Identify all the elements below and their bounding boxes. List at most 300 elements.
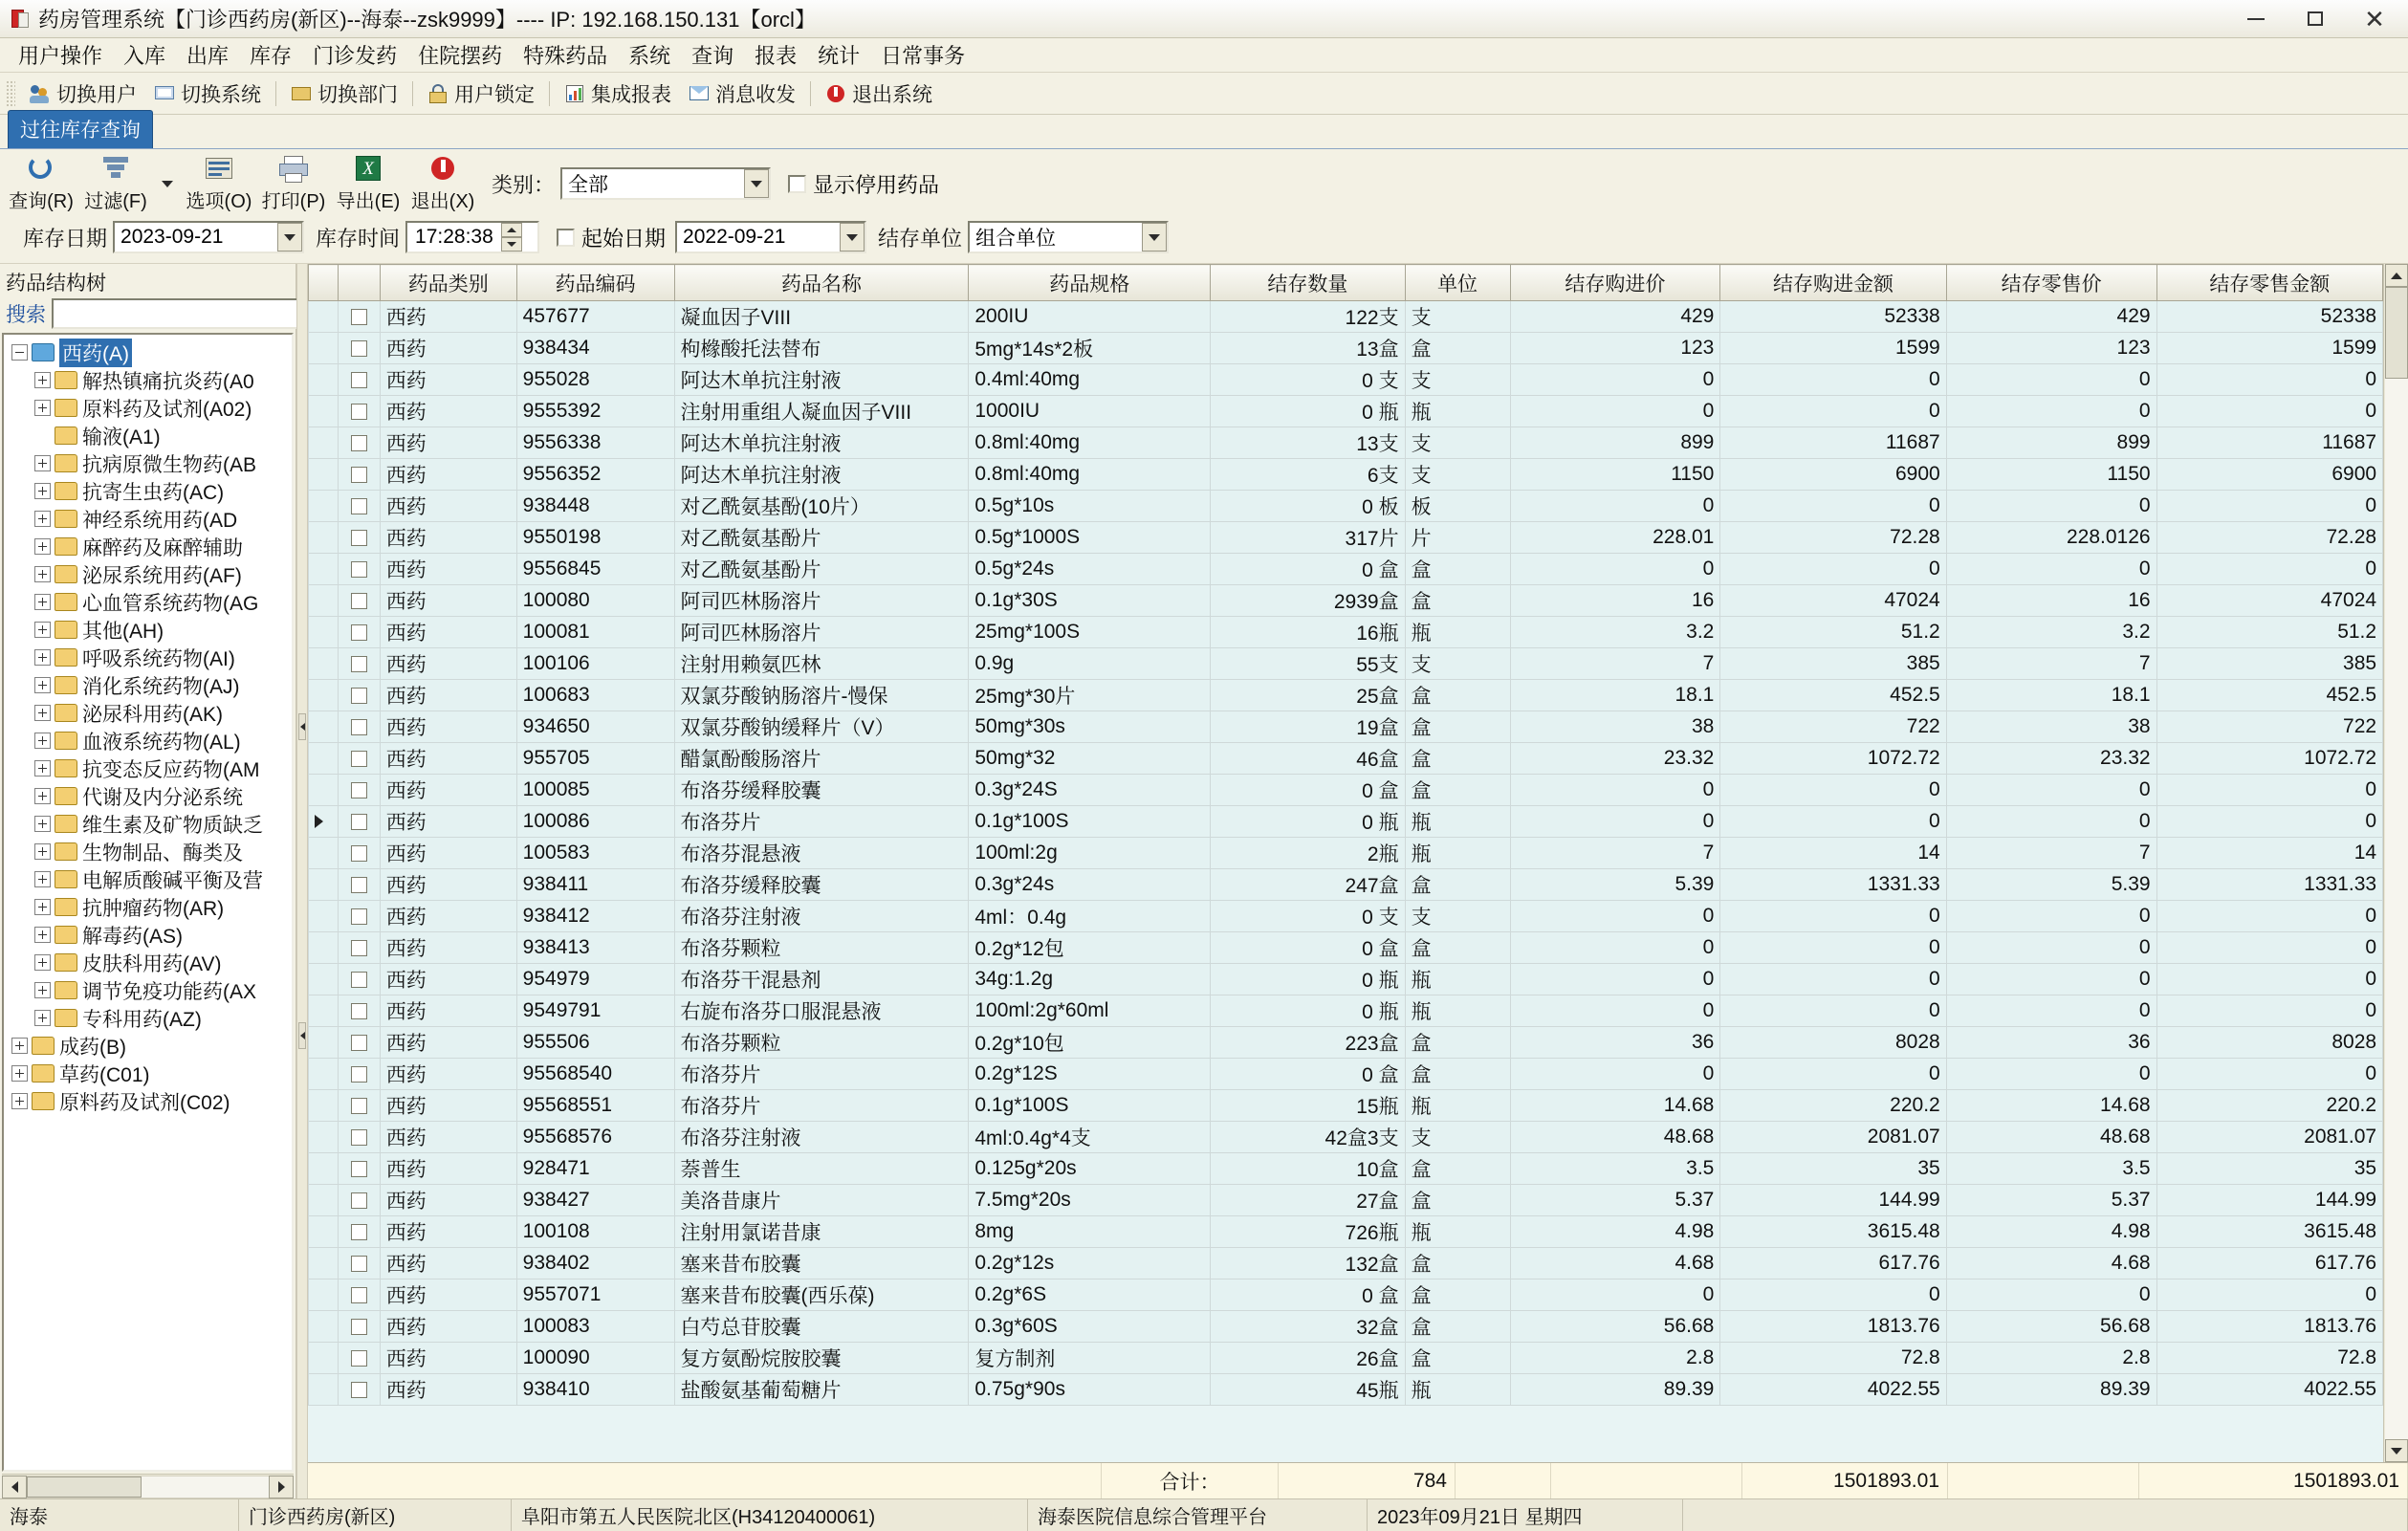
cell-sell_price[interactable]: 23.32 <box>1946 743 2156 775</box>
unit-select[interactable] <box>968 221 1169 253</box>
show-disabled-checkbox[interactable] <box>788 169 939 199</box>
cell-category[interactable]: 西药 <box>380 680 516 711</box>
table-row[interactable] <box>309 1090 2383 1122</box>
cell-sell_price[interactable]: 899 <box>1946 427 2156 459</box>
cell-qty[interactable]: 13盒 <box>1211 333 1405 364</box>
cell-buy_amount[interactable]: 0 <box>1720 995 1946 1027</box>
row-select-checkbox[interactable] <box>338 806 380 838</box>
table-row[interactable] <box>309 459 2383 491</box>
table-row[interactable] <box>309 427 2383 459</box>
cell-buy_amount[interactable]: 220.2 <box>1720 1090 1946 1122</box>
column-header[interactable] <box>338 265 380 301</box>
cell-name[interactable]: 枸橼酸托法替布 <box>674 333 969 364</box>
cell-buy_amount[interactable]: 2081.07 <box>1720 1122 1946 1153</box>
table-row[interactable] <box>309 995 2383 1027</box>
cell-unit[interactable]: 盒 <box>1405 554 1510 585</box>
cell-buy_price[interactable]: 0 <box>1510 396 1720 427</box>
row-header-cell[interactable] <box>309 1311 339 1343</box>
cell-sell_amount[interactable]: 722 <box>2156 711 2382 743</box>
cell-code[interactable]: 928471 <box>516 1153 674 1185</box>
cell-qty[interactable]: 45瓶 <box>1211 1374 1405 1406</box>
cell-buy_price[interactable]: 0 <box>1510 491 1720 522</box>
cell-spec[interactable]: 0.75g*90s <box>969 1374 1211 1406</box>
row-select-checkbox[interactable] <box>338 1311 380 1343</box>
cell-code[interactable]: 938434 <box>516 333 674 364</box>
cell-qty[interactable]: 2瓶 <box>1211 838 1405 869</box>
cell-code[interactable]: 938412 <box>516 901 674 932</box>
drug-tree[interactable] <box>2 333 294 1472</box>
row-header-cell[interactable] <box>309 1027 339 1059</box>
cell-buy_price[interactable]: 0 <box>1510 964 1720 995</box>
row-select-checkbox[interactable] <box>338 617 380 648</box>
cell-buy_amount[interactable]: 1331.33 <box>1720 869 1946 901</box>
cell-sell_amount[interactable]: 2081.07 <box>2156 1122 2382 1153</box>
table-row[interactable] <box>309 1343 2383 1374</box>
cell-qty[interactable]: 0 盒 <box>1211 932 1405 964</box>
row-header-cell[interactable] <box>309 1374 339 1406</box>
row-header-cell[interactable] <box>309 1122 339 1153</box>
cell-name[interactable]: 对乙酰氨基酚片 <box>674 522 969 554</box>
cell-qty[interactable]: 0 盒 <box>1211 1279 1405 1311</box>
expand-plus-icon[interactable] <box>34 843 51 860</box>
cell-unit[interactable]: 盒 <box>1405 1185 1510 1216</box>
row-header-cell[interactable] <box>309 932 339 964</box>
row-header-cell[interactable] <box>309 775 339 806</box>
cell-unit[interactable]: 盒 <box>1405 680 1510 711</box>
cell-unit[interactable]: 瓶 <box>1405 995 1510 1027</box>
cell-sell_price[interactable]: 18.1 <box>1946 680 2156 711</box>
cell-buy_price[interactable]: 0 <box>1510 554 1720 585</box>
cell-qty[interactable]: 46盒 <box>1211 743 1405 775</box>
cell-sell_amount[interactable]: 452.5 <box>2156 680 2382 711</box>
column-header[interactable]: 结存零售价 <box>1946 265 2156 301</box>
cell-qty[interactable]: 317片 <box>1211 522 1405 554</box>
tree-node[interactable] <box>6 699 292 727</box>
tree-node[interactable] <box>6 949 292 976</box>
row-header-cell[interactable] <box>309 869 339 901</box>
chevron-down-icon[interactable] <box>277 223 302 252</box>
cell-category[interactable]: 西药 <box>380 901 516 932</box>
cell-buy_price[interactable]: 48.68 <box>1510 1122 1720 1153</box>
cell-sell_amount[interactable]: 0 <box>2156 775 2382 806</box>
cell-buy_price[interactable]: 5.37 <box>1510 1185 1720 1216</box>
table-row[interactable] <box>309 1122 2383 1153</box>
cell-buy_amount[interactable]: 14 <box>1720 838 1946 869</box>
cell-qty[interactable]: 0 瓶 <box>1211 806 1405 838</box>
cell-name[interactable]: 阿司匹林肠溶片 <box>674 585 969 617</box>
cell-sell_price[interactable]: 0 <box>1946 932 2156 964</box>
export-button[interactable] <box>331 154 405 213</box>
cell-buy_amount[interactable]: 72.8 <box>1720 1343 1946 1374</box>
expand-plus-icon[interactable] <box>34 511 51 527</box>
cell-spec[interactable]: 0.2g*12包 <box>969 932 1211 964</box>
cell-buy_amount[interactable]: 144.99 <box>1720 1185 1946 1216</box>
cell-sell_amount[interactable]: 52338 <box>2156 301 2382 333</box>
toolbar-grip[interactable] <box>6 80 15 107</box>
cell-qty[interactable]: 19盒 <box>1211 711 1405 743</box>
cell-category[interactable]: 西药 <box>380 1153 516 1185</box>
cell-buy_amount[interactable]: 452.5 <box>1720 680 1946 711</box>
cell-name[interactable]: 注射用重组人凝血因子VIII <box>674 396 969 427</box>
row-header-cell[interactable] <box>309 1090 339 1122</box>
row-select-checkbox[interactable] <box>338 838 380 869</box>
cell-buy_price[interactable]: 2.8 <box>1510 1343 1720 1374</box>
menu-item-reports[interactable]: 报表 <box>755 44 798 68</box>
menu-item-inpatient-dispensing[interactable]: 住院摆药 <box>418 44 503 68</box>
exit-system-button[interactable] <box>817 77 941 111</box>
cell-unit[interactable]: 盒 <box>1405 1279 1510 1311</box>
cell-buy_amount[interactable]: 0 <box>1720 396 1946 427</box>
tree-node[interactable] <box>6 893 292 921</box>
expand-plus-icon[interactable] <box>34 538 51 555</box>
row-select-checkbox[interactable] <box>338 1248 380 1279</box>
cell-qty[interactable]: 0 瓶 <box>1211 964 1405 995</box>
cell-spec[interactable]: 复方制剂 <box>969 1343 1211 1374</box>
minimize-button[interactable] <box>2226 1 2286 37</box>
cell-name[interactable]: 复方氨酚烷胺胶囊 <box>674 1343 969 1374</box>
cell-sell_amount[interactable]: 144.99 <box>2156 1185 2382 1216</box>
cell-category[interactable]: 西药 <box>380 1216 516 1248</box>
cell-buy_amount[interactable]: 1599 <box>1720 333 1946 364</box>
tree-node[interactable] <box>6 505 292 533</box>
expand-plus-icon[interactable] <box>34 899 51 915</box>
cell-category[interactable]: 西药 <box>380 648 516 680</box>
cell-unit[interactable]: 盒 <box>1405 743 1510 775</box>
cell-code[interactable]: 100085 <box>516 775 674 806</box>
cell-qty[interactable]: 25盒 <box>1211 680 1405 711</box>
tree-node[interactable] <box>6 755 292 782</box>
chevron-down-icon[interactable] <box>840 223 865 252</box>
cell-category[interactable]: 西药 <box>380 711 516 743</box>
cell-category[interactable]: 西药 <box>380 1343 516 1374</box>
cell-unit[interactable]: 瓶 <box>1405 396 1510 427</box>
cell-buy_price[interactable]: 4.98 <box>1510 1216 1720 1248</box>
table-row[interactable] <box>309 364 2383 396</box>
cell-name[interactable]: 阿司匹林肠溶片 <box>674 617 969 648</box>
switch-system-button[interactable] <box>145 77 270 111</box>
row-header-cell[interactable] <box>309 806 339 838</box>
row-header-cell[interactable] <box>309 648 339 680</box>
cell-sell_amount[interactable]: 72.8 <box>2156 1343 2382 1374</box>
cell-category[interactable]: 西药 <box>380 932 516 964</box>
cell-category[interactable]: 西药 <box>380 301 516 333</box>
cell-category[interactable]: 西药 <box>380 1059 516 1090</box>
expand-plus-icon[interactable] <box>34 954 51 971</box>
cell-spec[interactable]: 0.5g*1000S <box>969 522 1211 554</box>
cell-code[interactable]: 100083 <box>516 1311 674 1343</box>
cell-category[interactable]: 西药 <box>380 364 516 396</box>
cell-buy_price[interactable]: 7 <box>1510 648 1720 680</box>
cell-qty[interactable]: 0 盒 <box>1211 1059 1405 1090</box>
cell-buy_amount[interactable]: 617.76 <box>1720 1248 1946 1279</box>
cell-sell_amount[interactable]: 11687 <box>2156 427 2382 459</box>
splitter-handle-bottom[interactable] <box>298 1022 306 1049</box>
integrated-report-button[interactable] <box>556 77 680 111</box>
table-row[interactable] <box>309 869 2383 901</box>
filter-button[interactable] <box>78 154 153 213</box>
category-select[interactable] <box>560 167 771 200</box>
stock-time-stepper[interactable] <box>405 221 539 253</box>
cell-buy_amount[interactable]: 0 <box>1720 1059 1946 1090</box>
cell-qty[interactable]: 26盒 <box>1211 1343 1405 1374</box>
cell-buy_price[interactable]: 228.01 <box>1510 522 1720 554</box>
cell-code[interactable]: 938427 <box>516 1185 674 1216</box>
cell-category[interactable]: 西药 <box>380 491 516 522</box>
cell-sell_amount[interactable]: 1331.33 <box>2156 869 2382 901</box>
cell-name[interactable]: 萘普生 <box>674 1153 969 1185</box>
cell-sell_amount[interactable]: 0 <box>2156 806 2382 838</box>
table-row[interactable] <box>309 1374 2383 1406</box>
cell-buy_amount[interactable]: 0 <box>1720 491 1946 522</box>
cell-code[interactable]: 100086 <box>516 806 674 838</box>
tree-node[interactable] <box>6 422 292 449</box>
cell-unit[interactable]: 瓶 <box>1405 964 1510 995</box>
cell-category[interactable]: 西药 <box>380 964 516 995</box>
cell-sell_amount[interactable]: 1599 <box>2156 333 2382 364</box>
row-select-checkbox[interactable] <box>338 554 380 585</box>
cell-code[interactable]: 9550198 <box>516 522 674 554</box>
cell-buy_price[interactable]: 0 <box>1510 932 1720 964</box>
cell-code[interactable]: 100683 <box>516 680 674 711</box>
stepper-down-icon[interactable] <box>501 237 522 252</box>
cell-spec[interactable]: 0.8ml:40mg <box>969 459 1211 491</box>
cell-spec[interactable]: 4ml:0.4g*4支 <box>969 1122 1211 1153</box>
cell-sell_price[interactable]: 0 <box>1946 396 2156 427</box>
cell-name[interactable]: 布洛芬注射液 <box>674 901 969 932</box>
row-header-cell[interactable] <box>309 301 339 333</box>
cell-unit[interactable]: 盒 <box>1405 333 1510 364</box>
cell-buy_amount[interactable]: 0 <box>1720 364 1946 396</box>
maximize-button[interactable] <box>2286 1 2345 37</box>
cell-sell_price[interactable]: 0 <box>1946 964 2156 995</box>
cell-sell_amount[interactable]: 0 <box>2156 364 2382 396</box>
row-select-checkbox[interactable] <box>338 1122 380 1153</box>
cell-buy_amount[interactable]: 8028 <box>1720 1027 1946 1059</box>
cell-category[interactable]: 西药 <box>380 1311 516 1343</box>
row-header-cell[interactable] <box>309 1248 339 1279</box>
cell-spec[interactable]: 0.125g*20s <box>969 1153 1211 1185</box>
switch-user-button[interactable] <box>21 77 145 111</box>
cell-spec[interactable]: 1000IU <box>969 396 1211 427</box>
row-select-checkbox[interactable] <box>338 648 380 680</box>
expand-plus-icon[interactable] <box>34 566 51 582</box>
cell-name[interactable]: 布洛芬片 <box>674 806 969 838</box>
tree-node[interactable] <box>6 394 292 422</box>
cell-qty[interactable]: 6支 <box>1211 459 1405 491</box>
scroll-right-button[interactable] <box>269 1476 294 1498</box>
cell-unit[interactable]: 片 <box>1405 522 1510 554</box>
table-row[interactable] <box>309 1216 2383 1248</box>
tree-node[interactable] <box>6 838 292 865</box>
cell-category[interactable]: 西药 <box>380 522 516 554</box>
cell-qty[interactable]: 2939盒 <box>1211 585 1405 617</box>
row-header-cell[interactable] <box>309 427 339 459</box>
cell-buy_price[interactable]: 36 <box>1510 1027 1720 1059</box>
row-select-checkbox[interactable] <box>338 585 380 617</box>
cell-spec[interactable]: 8mg <box>969 1216 1211 1248</box>
row-header-cell[interactable] <box>309 1279 339 1311</box>
cell-spec[interactable]: 0.5g*10s <box>969 491 1211 522</box>
scroll-up-button[interactable] <box>2385 264 2408 287</box>
cell-sell_amount[interactable]: 8028 <box>2156 1027 2382 1059</box>
expand-plus-icon[interactable] <box>11 1038 28 1054</box>
table-row[interactable] <box>309 585 2383 617</box>
row-header-cell[interactable] <box>309 396 339 427</box>
column-header[interactable]: 结存购进金额 <box>1720 265 1946 301</box>
row-select-checkbox[interactable] <box>338 333 380 364</box>
cell-sell_amount[interactable]: 0 <box>2156 995 2382 1027</box>
cell-spec[interactable]: 0.1g*100S <box>969 806 1211 838</box>
cell-sell_price[interactable]: 4.98 <box>1946 1216 2156 1248</box>
cell-spec[interactable]: 50mg*32 <box>969 743 1211 775</box>
cell-sell_amount[interactable]: 1072.72 <box>2156 743 2382 775</box>
cell-code[interactable]: 100090 <box>516 1343 674 1374</box>
row-select-checkbox[interactable] <box>338 396 380 427</box>
menu-item-outbound[interactable]: 出库 <box>186 44 230 68</box>
cell-name[interactable]: 塞来昔布胶囊 <box>674 1248 969 1279</box>
cell-sell_price[interactable]: 14.68 <box>1946 1090 2156 1122</box>
cell-category[interactable]: 西药 <box>380 1279 516 1311</box>
table-row[interactable] <box>309 775 2383 806</box>
cell-qty[interactable]: 0 支 <box>1211 364 1405 396</box>
cell-code[interactable]: 457677 <box>516 301 674 333</box>
cell-category[interactable]: 西药 <box>380 585 516 617</box>
expand-plus-icon[interactable] <box>34 594 51 610</box>
query-button[interactable] <box>4 154 78 213</box>
row-header-cell[interactable] <box>309 838 339 869</box>
expand-plus-icon[interactable] <box>34 788 51 804</box>
cell-name[interactable]: 布洛芬混悬液 <box>674 838 969 869</box>
cell-code[interactable]: 955705 <box>516 743 674 775</box>
cell-category[interactable]: 西药 <box>380 1248 516 1279</box>
expand-plus-icon[interactable] <box>34 677 51 693</box>
cell-buy_price[interactable]: 16 <box>1510 585 1720 617</box>
cell-sell_price[interactable]: 0 <box>1946 1059 2156 1090</box>
cell-name[interactable]: 对乙酰氨基酚(10片） <box>674 491 969 522</box>
cell-sell_amount[interactable]: 385 <box>2156 648 2382 680</box>
expand-plus-icon[interactable] <box>11 1065 28 1082</box>
cell-spec[interactable]: 0.1g*100S <box>969 1090 1211 1122</box>
cell-spec[interactable]: 0.1g*30S <box>969 585 1211 617</box>
table-row[interactable] <box>309 1027 2383 1059</box>
cell-buy_amount[interactable]: 1072.72 <box>1720 743 1946 775</box>
cell-qty[interactable]: 15瓶 <box>1211 1090 1405 1122</box>
row-select-checkbox[interactable] <box>338 427 380 459</box>
cell-spec[interactable]: 100ml:2g <box>969 838 1211 869</box>
cell-buy_amount[interactable]: 1813.76 <box>1720 1311 1946 1343</box>
row-select-checkbox[interactable] <box>338 1216 380 1248</box>
row-select-checkbox[interactable] <box>338 1059 380 1090</box>
cell-sell_amount[interactable]: 14 <box>2156 838 2382 869</box>
cell-buy_amount[interactable]: 0 <box>1720 932 1946 964</box>
cell-spec[interactable]: 25mg*100S <box>969 617 1211 648</box>
row-select-checkbox[interactable] <box>338 775 380 806</box>
cell-sell_amount[interactable]: 617.76 <box>2156 1248 2382 1279</box>
column-header[interactable]: 单位 <box>1405 265 1510 301</box>
row-select-checkbox[interactable] <box>338 964 380 995</box>
cell-qty[interactable]: 0 瓶 <box>1211 396 1405 427</box>
cell-code[interactable]: 9557071 <box>516 1279 674 1311</box>
cell-buy_price[interactable]: 23.32 <box>1510 743 1720 775</box>
cell-category[interactable]: 西药 <box>380 995 516 1027</box>
row-header-cell[interactable] <box>309 1059 339 1090</box>
print-button[interactable] <box>256 154 331 213</box>
row-select-checkbox[interactable] <box>338 932 380 964</box>
cell-sell_price[interactable]: 0 <box>1946 1279 2156 1311</box>
tree-node[interactable] <box>6 782 292 810</box>
cell-qty[interactable]: 16瓶 <box>1211 617 1405 648</box>
column-header[interactable]: 结存购进价 <box>1510 265 1720 301</box>
cell-unit[interactable]: 盒 <box>1405 775 1510 806</box>
row-header-cell[interactable] <box>309 743 339 775</box>
scroll-track[interactable] <box>2385 287 2408 1439</box>
cell-sell_amount[interactable]: 72.28 <box>2156 522 2382 554</box>
column-header[interactable]: 药品类别 <box>380 265 516 301</box>
stepper-up-icon[interactable] <box>501 223 522 237</box>
row-select-checkbox[interactable] <box>338 1153 380 1185</box>
cell-name[interactable]: 醋氯酚酸肠溶片 <box>674 743 969 775</box>
cell-qty[interactable]: 32盒 <box>1211 1311 1405 1343</box>
menu-item-outpatient-dispensing[interactable]: 门诊发药 <box>313 44 398 68</box>
cell-category[interactable]: 西药 <box>380 1185 516 1216</box>
chevron-down-icon[interactable] <box>744 169 769 198</box>
row-header-cell[interactable] <box>309 1343 339 1374</box>
row-select-checkbox[interactable] <box>338 1027 380 1059</box>
cell-buy_price[interactable]: 18.1 <box>1510 680 1720 711</box>
cell-qty[interactable]: 0 盒 <box>1211 554 1405 585</box>
expand-plus-icon[interactable] <box>34 483 51 499</box>
cell-code[interactable]: 9556845 <box>516 554 674 585</box>
tree-node[interactable] <box>6 810 292 838</box>
cell-name[interactable]: 塞来昔布胶囊(西乐葆) <box>674 1279 969 1311</box>
cell-name[interactable]: 盐酸氨基葡萄糖片 <box>674 1374 969 1406</box>
table-row[interactable] <box>309 491 2383 522</box>
cell-name[interactable]: 美洛昔康片 <box>674 1185 969 1216</box>
cell-sell_amount[interactable]: 0 <box>2156 932 2382 964</box>
cell-buy_amount[interactable]: 0 <box>1720 775 1946 806</box>
cell-code[interactable]: 100106 <box>516 648 674 680</box>
cell-buy_amount[interactable]: 11687 <box>1720 427 1946 459</box>
row-select-checkbox[interactable] <box>338 680 380 711</box>
cell-spec[interactable]: 0.2g*12S <box>969 1059 1211 1090</box>
cell-category[interactable]: 西药 <box>380 869 516 901</box>
cell-unit[interactable]: 支 <box>1405 648 1510 680</box>
cell-buy_amount[interactable]: 72.28 <box>1720 522 1946 554</box>
cell-buy_amount[interactable]: 35 <box>1720 1153 1946 1185</box>
cell-spec[interactable]: 25mg*30片 <box>969 680 1211 711</box>
cell-unit[interactable]: 盒 <box>1405 1343 1510 1374</box>
cell-qty[interactable]: 10盒 <box>1211 1153 1405 1185</box>
row-header-cell[interactable] <box>309 522 339 554</box>
row-header-cell[interactable] <box>309 901 339 932</box>
cell-unit[interactable]: 盒 <box>1405 1059 1510 1090</box>
cell-sell_price[interactable]: 0 <box>1946 364 2156 396</box>
row-select-checkbox[interactable] <box>338 522 380 554</box>
cell-code[interactable]: 9556352 <box>516 459 674 491</box>
cell-name[interactable]: 布洛芬缓释胶囊 <box>674 775 969 806</box>
cell-code[interactable]: 955028 <box>516 364 674 396</box>
cell-buy_price[interactable]: 0 <box>1510 1279 1720 1311</box>
start-date-picker[interactable] <box>675 221 866 253</box>
expand-plus-icon[interactable] <box>34 927 51 943</box>
tree-node[interactable] <box>6 588 292 616</box>
cell-sell_amount[interactable]: 0 <box>2156 964 2382 995</box>
cell-code[interactable]: 938413 <box>516 932 674 964</box>
table-row[interactable] <box>309 1311 2383 1343</box>
cell-buy_price[interactable]: 123 <box>1510 333 1720 364</box>
cell-qty[interactable]: 122支 <box>1211 301 1405 333</box>
cell-qty[interactable]: 27盒 <box>1211 1185 1405 1216</box>
